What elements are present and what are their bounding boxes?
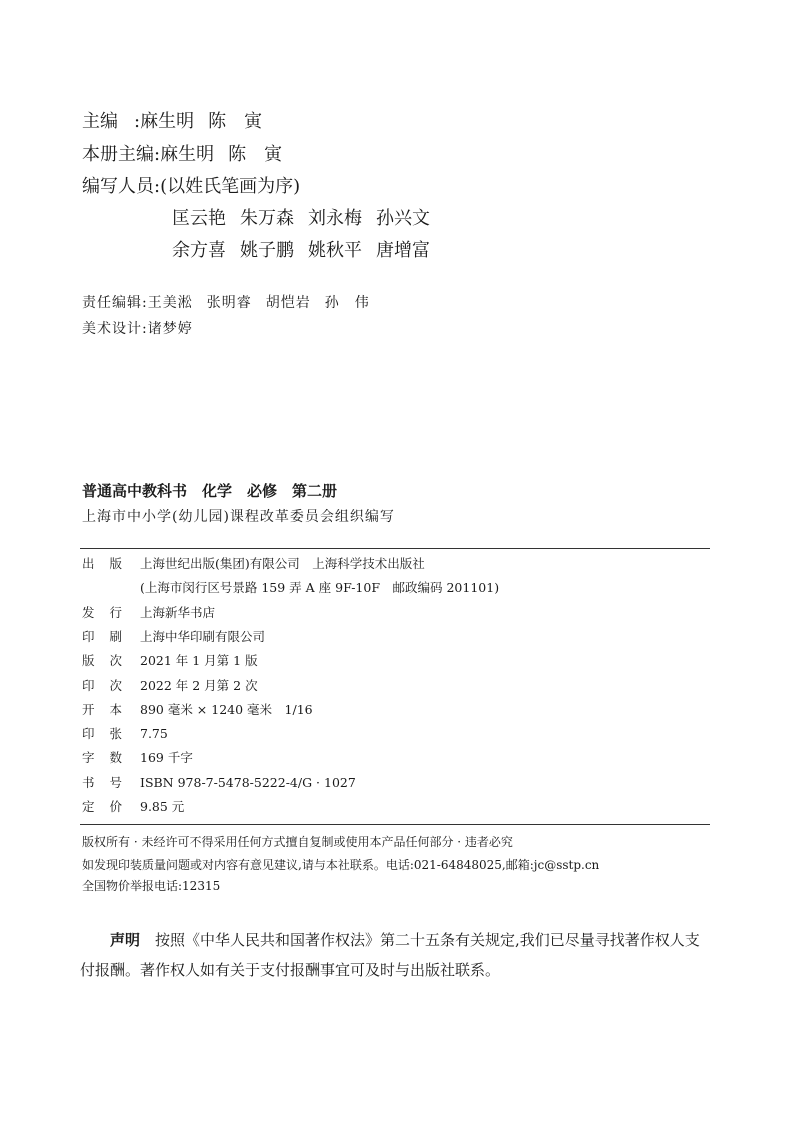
publication-value: 上海新华书店 [140,604,216,620]
copyright-statement [80,925,714,985]
book-title: 普通高中教科书 化学 必修 第二册 [82,482,338,500]
book-subtitle: 上海市中小学(幼儿园)课程改革委员会组织编写 [82,509,395,525]
chief-editor-line [82,111,276,133]
publication-value: 169 千字 [140,750,193,766]
bottom-divider [80,824,710,825]
price-hotline: 全国物价举报电话:12315 [82,879,221,893]
writers-row-1: 匡云艳 朱万森 刘永梅 孙兴文 [172,208,430,229]
responsible-editors-names: 王美淞 张明睿 胡恺岩 孙 伟 [147,295,370,311]
publication-key: 书 号 [82,774,122,790]
art-design-label: 美术设计: [82,321,148,337]
contact-info: 如发现印装质量问题或对内容有意见建议,请与本社联系。电话:021-64848025,邮箱:jc@sstp.cn [82,858,600,872]
publication-key: 印 张 [82,726,122,742]
chief-editor-names: 麻生明 陈 寅 [140,111,263,132]
publication-value: ISBN 978-7-5478-5222-4/G · 1027 [140,774,356,790]
publication-row [82,678,258,694]
publication-row [82,750,193,766]
writers-note: (以姓氏笔画为序) [160,176,301,197]
chief-editor-label: 主编 [82,111,118,132]
art-design-line [82,320,193,338]
publication-value: 上海世纪出版(集团)有限公司 上海科学技术出版社 [140,556,425,571]
publication-value: (上海市闵行区号景路 159 弄 A 座 9F-10F 邮政编码 201101) [140,580,500,596]
publication-row [82,580,499,596]
publication-key: 定 价 [82,799,122,814]
responsible-editors-label: 责任编辑: [82,295,148,311]
publication-value: 上海中华印刷有限公司 [140,628,266,644]
publication-key: 版 次 [82,653,122,669]
publication-key: 发 行 [82,604,122,620]
publication-row [82,726,168,742]
copyright-notice: 版权所有 · 未经许可不得采用任何方式擅自复制或使用本产品任何部分 · 违者必究 [82,835,513,849]
responsible-editors-line [82,294,370,312]
publication-row [82,775,356,791]
publication-key: 印 刷 [82,628,122,644]
top-divider [80,548,710,549]
publication-row [82,605,215,621]
publication-value: 9.85 元 [140,799,185,814]
writers-line [82,176,300,198]
volume-editor-line [82,144,296,166]
publication-row [82,653,258,669]
publication-key: 印 次 [82,677,122,693]
writers-row-2: 余方喜 姚子鹏 姚秋平 唐增富 [172,240,430,261]
publication-row [82,702,313,718]
publication-row [82,799,184,815]
publication-value: 2021 年 1 月第 1 版 [140,653,258,669]
statement-head: 声明 [110,931,141,949]
chief-editor-colon: : [134,111,141,132]
publication-row [82,629,265,645]
publication-row [82,556,425,572]
publication-key: 出 版 [82,556,122,571]
publication-value: 7.75 [140,726,168,742]
writers-label: 编写人员: [82,176,161,197]
publication-value: 890 毫米 × 1240 毫米 1/16 [140,701,313,717]
publication-value: 2022 年 2 月第 2 次 [140,677,258,693]
publication-key: 字 数 [82,750,122,766]
statement-body: 按照《中华人民共和国著作权法》第二十五条有关规定,我们已尽量寻找著作权人支付报酬。著作权人如有关于支付报酬事宜可及时与出版社联系。 [80,931,700,979]
volume-editor-label: 本册主编: [82,144,161,165]
art-design-name: 诸梦婷 [147,321,193,337]
volume-editor-names: 麻生明 陈 寅 [160,144,283,165]
publication-key: 开 本 [82,701,122,717]
